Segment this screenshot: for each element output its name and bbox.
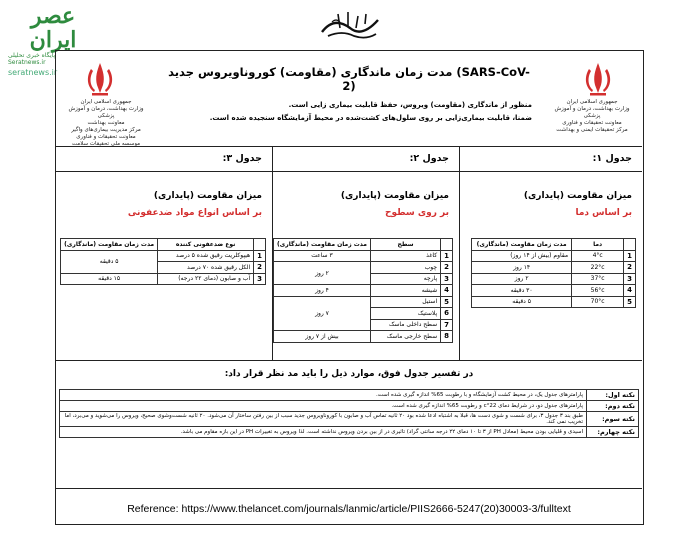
watermark-site: seratnews.ir	[8, 68, 58, 77]
note-row	[60, 390, 639, 401]
document-title: مدت زمان ماندگاری (مقاومت) کوروناویروس جدید (SARS-CoV-2)	[168, 65, 530, 93]
row-number: 3	[624, 273, 636, 285]
row-duration: ۱۴ روز	[472, 262, 572, 274]
table-row	[274, 250, 453, 262]
row-number: 7	[441, 319, 453, 331]
org-left-line: معاونت تحقیقات و فناوری	[76, 134, 136, 140]
document-subtitle: منظور از ماندگاری (مقاومت) ویروس، حفظ قابلیت بیماری زایی است.	[288, 101, 532, 109]
table1-title: جدول ۱:	[592, 153, 632, 164]
row-number: 2	[254, 262, 266, 274]
table3-resistance-heading: میزان مقاومت (پایداری)	[153, 191, 262, 201]
row-number: 3	[254, 273, 266, 285]
row-duration: ۴ روز	[274, 285, 371, 297]
watermark-line2: Seratnews.ir	[8, 59, 46, 66]
table-row	[472, 296, 636, 308]
row-duration: بیش از ۷ روز	[274, 331, 371, 343]
reference-citation: Reference: https://www.thelancet.com/journals/lanmic/article/PIIS2666-5247(20)30003-3/fulltext	[56, 488, 642, 524]
notes-table	[59, 389, 639, 438]
table1-resistance-heading: میزان مقاومت (پایداری)	[523, 191, 632, 201]
row-duration: ۳ ساعت	[274, 250, 371, 262]
table-header-row	[61, 239, 266, 251]
table-header-row	[472, 239, 636, 251]
row-duration: مقاوم (بیش از ۱۴ روز)	[472, 250, 572, 262]
table-header-cell	[254, 239, 266, 251]
table-header-row	[274, 239, 453, 251]
table-row	[274, 331, 453, 343]
table-row	[472, 250, 636, 262]
row-condition: سطح داخلی ماسک	[370, 319, 440, 331]
table-header-cell: دما	[572, 239, 624, 251]
divider	[273, 171, 459, 172]
note-text: طبق بند ۳ جدول ۳، برای شست و شوی دست ها، قبلا به اشتباه ادعا شده بود ۲۰ ثانیه تماس آب و صابون با کوروناویروس جدید سبب از بین رفتن ساختار آن می‌شود. ۲۰ ثانیه شست‌وشوی صحیح، ویروس را می‌شوید و می‌برد، اما تخریب نمی کند.	[60, 412, 587, 427]
notes-section	[56, 361, 642, 483]
table-header-cell: مدت زمان مقاومت (ماندگاری)	[61, 239, 158, 251]
table-header-cell: مدت زمان مقاومت (ماندگاری)	[274, 239, 371, 251]
row-duration: ۵ دقیقه	[61, 250, 158, 273]
org-right-line: وزارت بهداشت، درمان و آموزش پزشکی	[554, 106, 630, 119]
org-block-left	[60, 99, 152, 148]
row-number: 1	[254, 250, 266, 262]
document-header	[56, 51, 642, 147]
row-condition: 56°c	[572, 285, 624, 297]
row-number: 5	[624, 296, 636, 308]
row-number: 6	[441, 308, 453, 320]
note-row	[60, 427, 639, 438]
document-subtitle: ضمنا، قابلیت بیماری‌زایی بر روی سلول‌های کشت‌شده در محیط آزمایشگاه سنجیده شده است.	[209, 114, 532, 122]
table-row	[472, 285, 636, 297]
row-number: 2	[441, 262, 453, 274]
row-condition: آب و صابون (دمای ۲۲ درجه)	[158, 273, 254, 285]
note-text: پارامترهای جدول دو، در شرایط دمای 22°c و رطوبت 65% اندازه گیری شده است.	[60, 401, 587, 412]
notes-title: در تفسیر جدول فوق، موارد ذیل را باید مد نظر قرار داد:	[224, 369, 474, 379]
row-number: 4	[624, 285, 636, 297]
table1-panel	[459, 147, 642, 361]
bismillah-calligraphy-icon	[318, 8, 382, 42]
row-duration: ۷ روز	[274, 296, 371, 331]
table-row	[274, 285, 453, 297]
divider	[56, 171, 272, 172]
table-row	[274, 262, 453, 274]
table3-basis: بر اساس انواع مواد ضدعفونی	[127, 208, 262, 218]
row-duration: ۱۵ دقیقه	[61, 273, 158, 285]
table2-resistance-heading: میزان مقاومت (پایداری)	[340, 191, 449, 201]
tables-section	[56, 147, 642, 361]
table1-basis: بر اساس دما	[575, 208, 632, 218]
table-row	[61, 273, 266, 285]
row-duration: ۲ روز	[472, 273, 572, 285]
org-block-right	[546, 99, 638, 134]
table-header-cell	[441, 239, 453, 251]
divider	[460, 171, 642, 172]
row-condition: 70°c	[572, 296, 624, 308]
note-label: نکته دوم:	[587, 401, 639, 412]
row-number: 5	[441, 296, 453, 308]
row-condition: پارچه	[370, 273, 440, 285]
org-left-line: جمهوری اسلامی ایران	[80, 99, 132, 105]
row-duration: ۳۰ دقیقه	[472, 285, 572, 297]
table-header-cell: سطح	[370, 239, 440, 251]
row-condition: پلاستیک	[370, 308, 440, 320]
row-number: 2	[624, 262, 636, 274]
table-header-cell: مدت زمان مقاومت (ماندگاری)	[472, 239, 572, 251]
iran-emblem-icon	[578, 59, 618, 99]
table-row	[472, 262, 636, 274]
note-label: نکته سوم:	[587, 412, 639, 427]
note-row	[60, 401, 639, 412]
org-left-line: مرکز مدیریت بیماری‌های واگیر	[71, 127, 141, 133]
note-text: پارامترهای جدول یک، در محیط کشت آزمایشگاه و با رطوبت 65% اندازه گیری شده است.	[60, 390, 587, 401]
org-left-line: وزارت بهداشت، درمان و آموزش پزشکی	[68, 106, 144, 119]
row-number: 3	[441, 273, 453, 285]
table2-title: جدول ۲:	[409, 153, 449, 164]
row-number: 8	[441, 331, 453, 343]
note-row	[60, 412, 639, 427]
table3-grid	[60, 238, 266, 285]
table3-panel	[56, 147, 272, 361]
table2-grid	[273, 238, 453, 343]
iran-emblem-icon	[80, 59, 120, 99]
org-left-line: موسسه ملی تحقیقات سلامت	[71, 141, 141, 147]
row-condition: 22°c	[572, 262, 624, 274]
row-condition: کاغذ	[370, 250, 440, 262]
row-condition: 37°c	[572, 273, 624, 285]
row-condition: 4°c	[572, 250, 624, 262]
row-number: 1	[441, 250, 453, 262]
table-row	[61, 250, 266, 262]
table-row	[274, 296, 453, 308]
watermark-line1: پایگاه خبری تحلیلی	[8, 52, 56, 59]
note-label: نکته چهارم:	[587, 427, 639, 438]
org-right-line: معاونت تحقیقات و فناوری	[562, 120, 622, 126]
document-frame	[55, 50, 644, 525]
table-header-cell: نوع ضدعفونی کننده	[158, 239, 254, 251]
row-duration: ۵ دقیقه	[472, 296, 572, 308]
org-left-line: معاونت بهداشت	[87, 120, 125, 126]
table-row	[472, 273, 636, 285]
row-condition: سطح خارجی ماسک	[370, 331, 440, 343]
row-condition: استیل	[370, 296, 440, 308]
note-text: اسیدی و قلیایی بودن محیط (معادل PH از ۳ تا ۱۰ دمای ۲۲ درجه سانتی گراد) تاثیری در از بین بردن ویروس نداشته است. لذا ویروس به تغییرات PH در این بازه مقاوم می باشد.	[60, 427, 587, 438]
table-header-cell	[624, 239, 636, 251]
org-right-line: مرکز تحقیقات ایمنی و بهداشت	[556, 127, 628, 133]
table3-title: جدول ۳:	[222, 153, 262, 164]
table2-basis: بر روی سطوح	[384, 208, 449, 218]
row-condition: چوب	[370, 262, 440, 274]
note-label: نکته اول:	[587, 390, 639, 401]
row-number: 4	[441, 285, 453, 297]
row-duration: ۲ روز	[274, 262, 371, 285]
org-right-line: جمهوری اسلامی ایران	[566, 99, 618, 105]
row-condition: شیشه	[370, 285, 440, 297]
table2-panel	[272, 147, 459, 361]
row-number: 1	[624, 250, 636, 262]
table1-grid	[471, 238, 636, 308]
row-condition: هیپوکلریت رقیق شده ۵ درصد	[158, 250, 254, 262]
row-condition: الکل رقیق شده ۷۰ درصد	[158, 262, 254, 274]
watermark-logo: عصر ایران	[29, 3, 77, 53]
